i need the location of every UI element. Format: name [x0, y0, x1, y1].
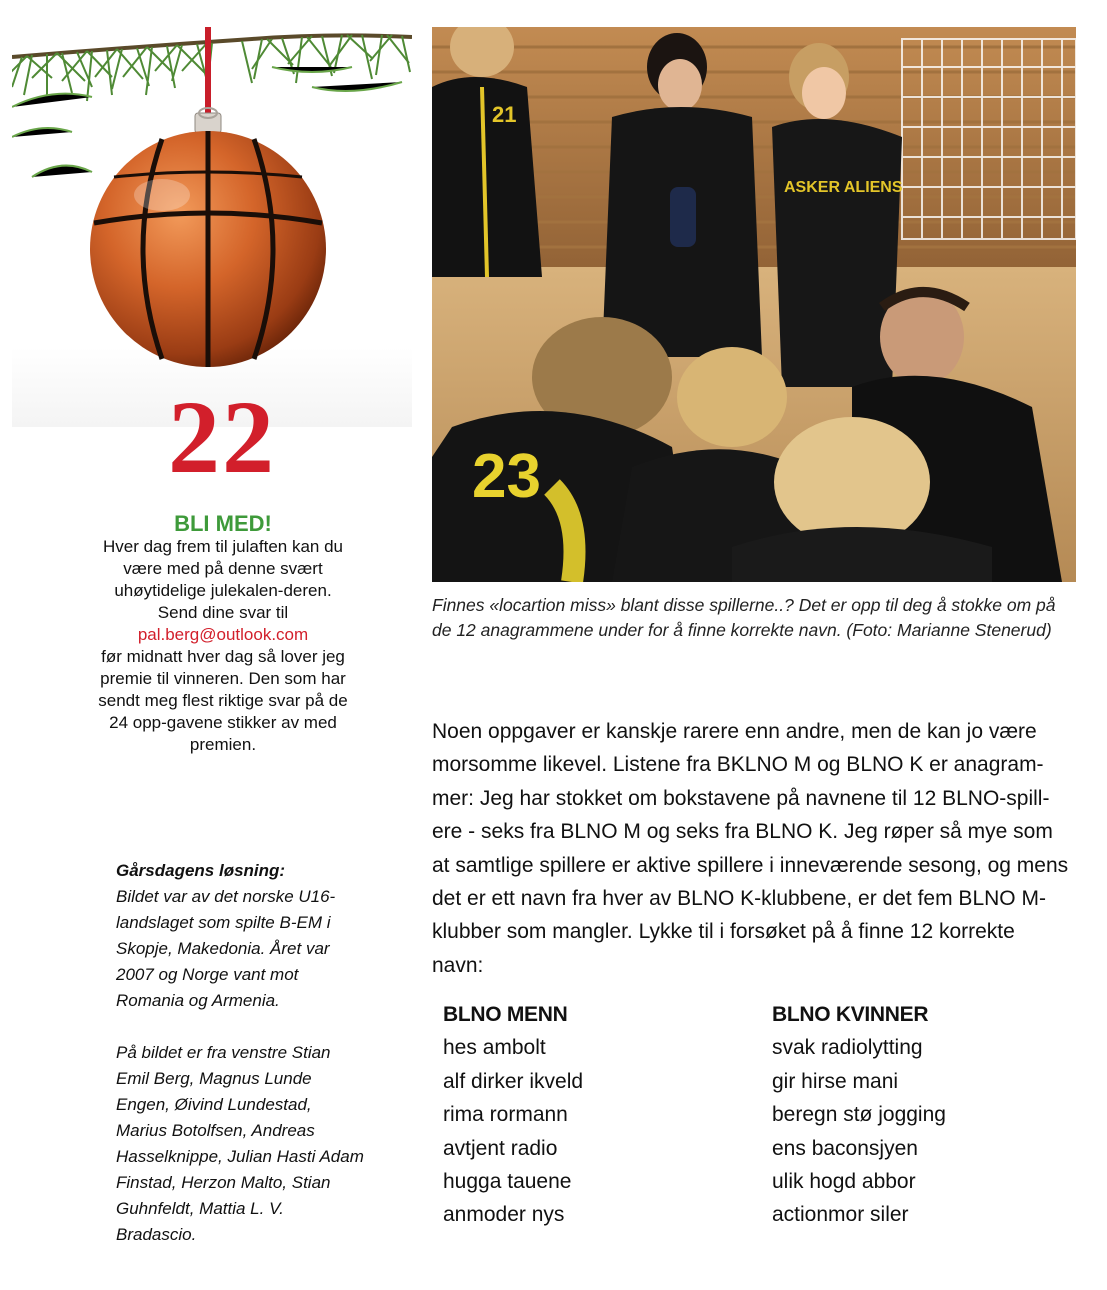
- list-item: beregn stø jogging: [772, 1103, 946, 1127]
- list-item: rima rormann: [443, 1103, 568, 1127]
- solution-heading: Gårsdagens løsning:: [116, 861, 286, 880]
- team-photo-image: [432, 27, 1076, 582]
- jersey-number-1: 21: [492, 102, 517, 127]
- list-item: hugga tauene: [443, 1170, 572, 1194]
- women-list: [772, 998, 946, 1232]
- list-item: anmoder nys: [443, 1203, 565, 1227]
- solution-paragraph-2: På bildet er fra venstre Stian Emil Berg, Magnus Lunde Engen, Øivind Lundestad, Marius Botolfsen, Andreas Hasselknippe, Julian Hasti Adam Finstad, Herzon Malto, Stian Guhnfeldt, Mattia L. V. Bradascio.: [116, 1043, 364, 1244]
- jersey-number-2: 23: [472, 442, 541, 511]
- women-list-heading: BLNO KVINNER: [772, 1003, 929, 1026]
- team-huddle-photo: [432, 27, 1076, 582]
- body-text: Noen oppgaver er kanskje rarere enn andre, men de kan jo være morsomme likevel. Listene fra BKLNO M og BLNO K er anagram-mer: Jeg har stokket om bokstavene på navnene til 12 BLNO-spill-ere - seks fra BLNO M og seks fra BLNO K. Jeg røper så mye som at samtlige spillere er aktive spillere i inneværende sesong, og mens det er ett navn fra hver av BLNO K-klubbene, er det fem BLNO M-klubber som mangler. Lykke til i forsøket på å finne 12 korrekte navn:: [432, 720, 1069, 977]
- list-item: svak radiolytting: [772, 1036, 923, 1060]
- list-item: hes ambolt: [443, 1036, 546, 1060]
- solution-paragraph-1: Bildet var av det norske U16-landslaget som spilte B-EM i Skopje, Makedonia. Året var 2007 og Norge vant mot Romania og Armenia.: [116, 887, 336, 1010]
- intro-block: [98, 512, 348, 756]
- list-item: avtjent radio: [443, 1136, 558, 1160]
- list-item: gir hirse mani: [772, 1069, 899, 1093]
- photo-caption: Finnes «locartion miss» blant disse spillerne..? Det er opp til deg å stokke om på de 12 anagrammene under for å finne korrekte navn. (Foto: Marianne Stenerud): [432, 595, 1056, 640]
- yesterday-solution: [116, 858, 366, 1248]
- email-link[interactable]: pal.berg@outlook.com: [137, 625, 309, 644]
- list-item: alf dirker ikveld: [443, 1069, 584, 1093]
- list-item: actionmor siler: [772, 1203, 909, 1227]
- men-list: [443, 998, 583, 1232]
- intro-text-part1: Hver dag frem til julaften kan du være med på denne svært uhøytidelige julekalen-deren. Send dine svar til: [102, 537, 343, 622]
- men-list-heading: BLNO MENN: [443, 1003, 568, 1026]
- intro-title: BLI MED!: [174, 511, 272, 536]
- christmas-ornament-icon: [12, 27, 412, 427]
- jersey-text-1: ASKER ALIENS: [784, 179, 903, 196]
- intro-text-part2: før midnatt hver dag så lover jeg premie til vinneren. Den som har sendt meg flest riktige svar på de 24 opp-gavene stikker av med premien.: [98, 647, 348, 754]
- list-item: ens baconsjyen: [772, 1136, 918, 1160]
- calendar-day-number: 22: [168, 380, 276, 495]
- list-item: ulik hogd abbor: [772, 1170, 916, 1194]
- basketball-ornament-illustration: [12, 27, 412, 427]
